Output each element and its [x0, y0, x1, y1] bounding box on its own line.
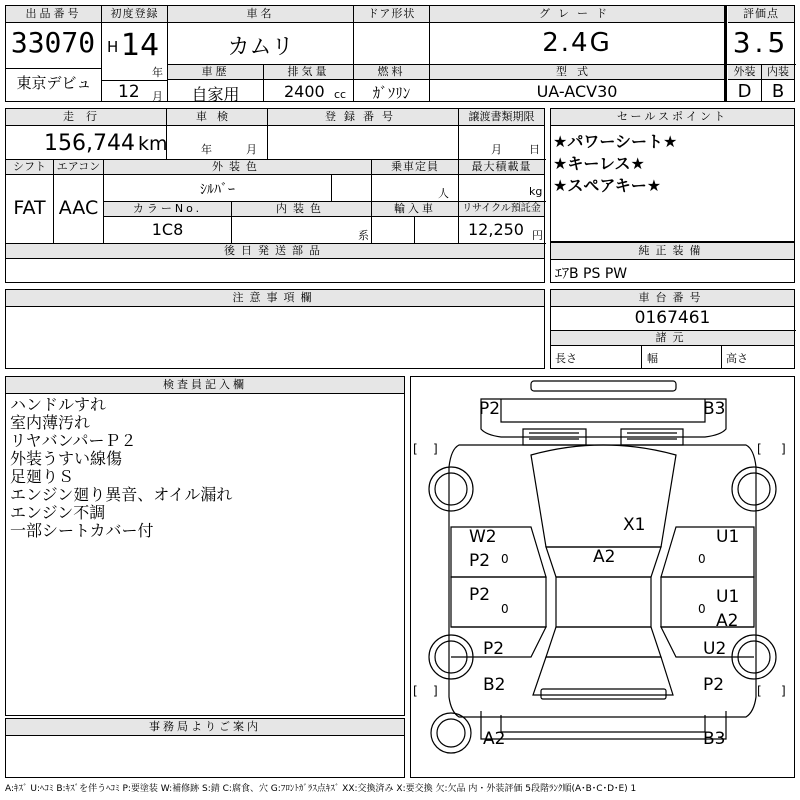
svg-text:]: ]: [781, 442, 786, 456]
later-parts-label: 後日発送部品: [6, 244, 544, 259]
era: H: [107, 38, 119, 56]
name-label: 車名: [168, 6, 353, 23]
ext-color-label: 外装色: [104, 160, 371, 175]
grade-label: グレード: [430, 6, 724, 23]
door-label: ドア形状: [354, 6, 429, 23]
displacement-label: 排気量: [264, 65, 353, 80]
ext-color-value: ｼﾙﾊﾞｰ: [200, 182, 235, 198]
car-diagram: [411, 377, 794, 777]
mark-left-front-door-1: W2: [469, 527, 497, 547]
lot-label: 出品番号: [6, 6, 101, 23]
office-label: 事務局よりご案内: [6, 719, 404, 736]
capacity-unit: 人: [438, 187, 449, 200]
import-label: 輸入車: [372, 202, 458, 217]
score-value: 3.5: [732, 26, 790, 59]
sales-point-item: ★キーレス★: [553, 154, 645, 173]
sales-points-panel: [550, 108, 795, 242]
interior-label: 内装: [762, 65, 794, 80]
reg-year: 14: [121, 28, 160, 63]
shift-label: シフト: [6, 160, 53, 175]
svg-text:[: [: [757, 442, 762, 456]
mark-right-rear-door-1: U1: [716, 587, 740, 607]
mark-right-front-door: U1: [716, 527, 740, 547]
color-no-value: 1C8: [151, 220, 184, 239]
recycle-unit: 円: [532, 229, 543, 242]
equipment-label: 純正装備: [551, 243, 794, 260]
exterior-label: 外装: [728, 65, 761, 80]
int-color-unit: 系: [358, 229, 369, 242]
recycle-value: 12,250: [468, 220, 524, 239]
mileage-value: 156,744: [44, 131, 135, 156]
svg-text:0: 0: [501, 552, 509, 566]
svg-text:0: 0: [698, 602, 706, 616]
svg-text:]: ]: [781, 684, 786, 698]
load-unit: kg: [529, 185, 543, 198]
inspector-note: 一部シートカバー付: [10, 521, 154, 540]
transfer-day-unit: 日: [529, 143, 540, 156]
mark-front-left: P2: [479, 399, 501, 419]
year-unit: 年: [152, 66, 163, 79]
svg-text:]: ]: [433, 442, 438, 456]
sales-point-item: ★パワーシート★: [553, 132, 678, 151]
mileage-unit: km: [138, 133, 168, 155]
svg-text:[: [: [413, 684, 418, 698]
car-name: カムリ: [227, 35, 294, 60]
chassis-label: 車台番号: [551, 290, 794, 307]
office-panel: [5, 718, 405, 778]
header-panel: [5, 5, 795, 102]
displacement-unit: cc: [334, 88, 347, 101]
venue: 東京デビュ: [16, 74, 92, 92]
width-label: 幅: [647, 352, 658, 365]
svg-text:[: [: [413, 442, 418, 456]
inspector-note: エンジン不調: [10, 503, 106, 522]
interior-grade: B: [771, 81, 785, 102]
first-reg-label: 初度登録: [102, 6, 167, 23]
int-color-label: 内装色: [232, 202, 371, 217]
transfer-label: 譲渡書類期限: [459, 109, 544, 126]
chassis-panel: [550, 289, 795, 369]
mark-front-right: B3: [703, 399, 726, 419]
notes-label: 注意事項欄: [6, 290, 544, 307]
sales-points-label: セールスポイント: [551, 109, 794, 126]
equipment-value: ｴｱB PS PW: [555, 266, 628, 282]
dims-label: 諸元: [551, 331, 794, 346]
svg-text:]: ]: [433, 684, 438, 698]
mark-hood: X1: [623, 515, 646, 535]
fuel-label: 燃料: [354, 65, 429, 80]
mark-left-rear-fender: P2: [483, 639, 505, 659]
inspector-panel: [5, 376, 405, 716]
mark-rear-left: A2: [483, 729, 506, 749]
inspector-note: ハンドルすれ: [10, 395, 107, 414]
model-code-value: UA-ACV30: [536, 82, 618, 101]
length-label: 長さ: [555, 352, 577, 365]
lot-number: 33070: [10, 26, 96, 59]
sales-point-item: ★スペアキー★: [553, 176, 662, 195]
mark-left-rear-bottom: B2: [483, 675, 506, 695]
month-unit: 月: [152, 90, 163, 103]
car-diagram-panel: [410, 376, 795, 778]
damage-legend: A:ｷｽﾞ U:ﾍｺﾐ B:ｷｽﾞを伴うﾍｺﾐ P:要塗装 W:補修跡 S:錆 C:腐食、穴 G:ﾌﾛﾝﾄｶﾞﾗｽ点ｷｽﾞ XX:交換済み X:要交換 欠:欠品 内・外装評価 5段階ﾗﾝｸ順(A･B･C･D･E) 1: [5, 784, 637, 794]
history-label: 車歴: [168, 65, 263, 80]
reg-month: 12: [118, 82, 140, 102]
history-value: 自家用: [191, 85, 240, 104]
displacement-value: 2400: [284, 82, 325, 101]
exterior-grade: D: [737, 81, 752, 102]
fuel-value: ｶﾞｿﾘﾝ: [372, 84, 411, 102]
capacity-label: 乗車定員: [372, 160, 458, 175]
mark-rear-right: B3: [703, 729, 726, 749]
inspector-note: エンジン廻り異音、オイル漏れ: [10, 485, 233, 504]
ac-label: エアコン: [54, 160, 103, 175]
inspection-month-unit: 月: [246, 143, 257, 156]
mark-left-front-door-2: P2: [469, 551, 491, 571]
load-label: 最大積載量: [459, 160, 544, 175]
inspector-note: 室内薄汚れ: [10, 413, 91, 432]
reg-no-label: 登録番号: [268, 109, 458, 126]
mark-right-rear-door-2: A2: [716, 611, 739, 631]
inspector-label: 検査員記入欄: [6, 377, 404, 394]
score-label: 評価点: [728, 6, 794, 23]
inspector-note: 足廻りＳ: [10, 467, 75, 486]
equipment-panel: [550, 242, 795, 283]
inspector-note: リヤバンパーＰ２: [10, 431, 137, 450]
mileage-label: 走行: [6, 109, 166, 126]
ac-value: AAC: [58, 197, 99, 219]
shift-value: FAT: [13, 197, 46, 219]
spec-panel: [5, 108, 545, 283]
chassis-number: 0167461: [634, 308, 711, 328]
mark-left-rear-door: P2: [469, 585, 491, 605]
inspection-year-unit: 年: [201, 143, 212, 156]
mark-right-rear-fender: U2: [703, 639, 727, 659]
mark-right-rear-bottom: P2: [703, 675, 725, 695]
inspection-label: 車検: [167, 109, 267, 126]
transfer-month-unit: 月: [491, 143, 502, 156]
recycle-label: リサイクル預託金: [459, 202, 544, 217]
inspector-note: 外装うすい線傷: [10, 449, 123, 468]
color-no-label: カラーNo.: [104, 202, 231, 217]
svg-text:[: [: [757, 684, 762, 698]
height-label: 高さ: [726, 352, 748, 365]
grade-value: 2.4G: [542, 28, 612, 58]
notes-panel: [5, 289, 545, 369]
mark-roof: A2: [593, 547, 616, 567]
model-code-label: 型式: [430, 65, 724, 80]
svg-text:0: 0: [698, 552, 706, 566]
svg-text:0: 0: [501, 602, 509, 616]
